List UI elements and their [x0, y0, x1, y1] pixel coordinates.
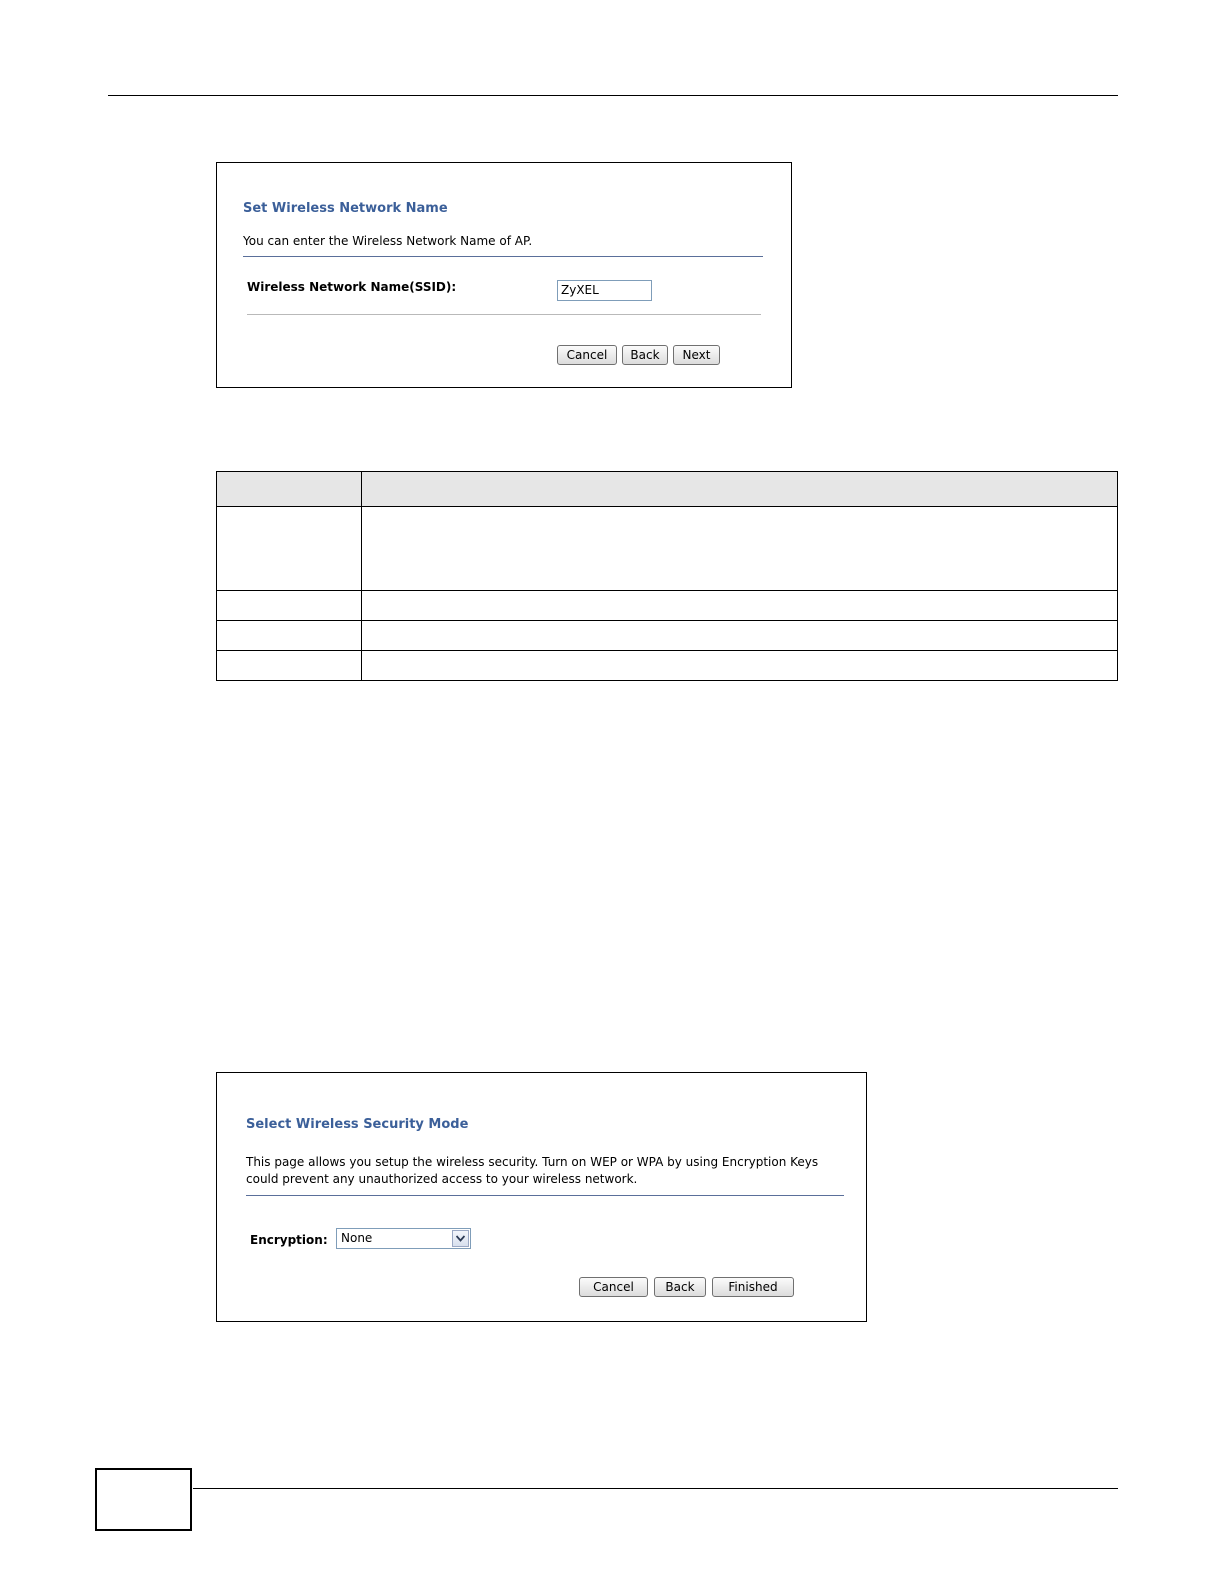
security-panel-description-line1: This page allows you setup the wireless security. Turn on WEP or WPA by using Encryption Keys: [246, 1155, 819, 1169]
footer-rule: [193, 1488, 1118, 1489]
table-header-row: [217, 472, 1118, 507]
table-row: [217, 621, 1118, 651]
next-button[interactable]: Next: [673, 345, 720, 365]
table-cell: [217, 651, 362, 681]
ssid-wizard-panel: [216, 162, 792, 388]
table-cell: [217, 621, 362, 651]
table-cell: [217, 507, 362, 591]
page-number-box: [95, 1468, 192, 1531]
back-button[interactable]: Back: [654, 1277, 706, 1297]
encryption-label: Encryption:: [250, 1233, 328, 1247]
table-cell: [362, 651, 1118, 681]
ssid-panel-description: You can enter the Wireless Network Name of AP.: [243, 234, 533, 248]
security-panel-divider: [246, 1195, 844, 1196]
table-header-description: [362, 472, 1118, 507]
encryption-selected-value: None: [341, 1231, 373, 1245]
ssid-panel-divider: [243, 256, 763, 257]
table-row: [217, 651, 1118, 681]
field-description-table: [216, 471, 1118, 681]
table-cell: [362, 591, 1118, 621]
table-cell: [362, 507, 1118, 591]
table-row: [217, 591, 1118, 621]
table-cell: [362, 621, 1118, 651]
cancel-button[interactable]: Cancel: [579, 1277, 648, 1297]
ssid-label: Wireless Network Name(SSID):: [247, 280, 457, 294]
security-panel-description-line2: could prevent any unauthorized access to your wireless network.: [246, 1172, 638, 1186]
chevron-down-icon[interactable]: [452, 1230, 469, 1247]
table-header-label: [217, 472, 362, 507]
back-button[interactable]: Back: [622, 345, 668, 365]
ssid-panel-separator: [247, 314, 761, 315]
ssid-panel-title: Set Wireless Network Name: [243, 201, 448, 216]
header-rule: [108, 95, 1118, 96]
table-row: [217, 507, 1118, 591]
encryption-select[interactable]: [336, 1228, 471, 1249]
security-panel-title: Select Wireless Security Mode: [246, 1117, 469, 1132]
cancel-button[interactable]: Cancel: [557, 345, 617, 365]
table-cell: [217, 591, 362, 621]
security-wizard-panel: [216, 1072, 867, 1322]
finished-button[interactable]: Finished: [712, 1277, 794, 1297]
ssid-input[interactable]: ZyXEL: [557, 280, 652, 301]
